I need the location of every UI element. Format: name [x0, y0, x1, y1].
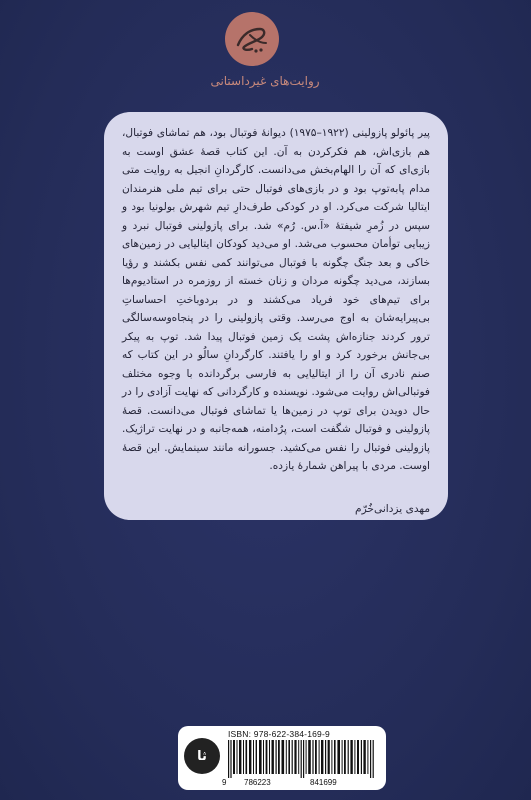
barcode-bars	[228, 740, 378, 778]
barcode-digits-right: 841699	[310, 778, 337, 787]
isbn-label: ISBN: 978-622-384-169-9	[228, 729, 330, 739]
blurb-signature: مهدی یزدانی‌خُرّم	[355, 503, 430, 515]
blurb-text: پیر پائولو پازولینی (۱۹۲۲–۱۹۷۵) دیوانهٔ فوتبال بود، هم تماشای فوتبال، هم بازی‌اش، هم فکرکردن به آن. این کتاب قصهٔ عشق اوست به بازی‌ای که آن را الهام‌بخش می‌دانست. کارگردانِ انجیل به روایت متی مدام پابه‌توپ بود و در بازی‌های فوتبال حتی برای تیم ملی هنرمندان ایتالیا شرکت می‌کرد. او در کودکی طرف‌دارِ تیم شهرش بولونیا بود و سپس در زُمرِ شیفتهٔ «آ.س. رُم» شد. برای پازولینی فوتبال نبرد و زیبایی توأمان محسوب می‌شد. او می‌دید کودکان ایتالیایی در زمین‌های خاکی و بعد جنگ چگونه با فوتبال می‌توانند کمی نفس بکشند و رؤیا بسازند، می‌دید چگونه مردان و زنان خسته از روزمره در استادیوم‌ها برای تیم‌های خود فریاد می‌کشند و در بردوباختِ احساساتِ بی‌پیرایه‌شان به اوج می‌رسد. وقتی پازولینی را در پنجاه‌وسه‌سالگی ترور کردند جنازه‌اش پشت یک زمین فوتبال پیدا شد. توپ به پیکر بی‌جانش برخورد کرد و او را یافتند. کارگردانِ سالُو در این کتاب که صنم نادری آن را از ایتالیایی به فارسی برگردانده با وجوه مختلف فوتبالی‌اش روایت می‌شود. نویسنده و کارگردانی که نهایت آزادی را در حال دویدن برای توپ در زمین‌ها یا تماشای فوتبال می‌دانست. قصهٔ پازولینی و فوتبال شگفت است، پرُدامنه، همه‌جانبه و در نهایت تراژیک. پازولینی فوتبال را نفس می‌کشید. جسورانه مانند سینمایش. این قصهٔ اوست. مردی با پیراهن شمارهٔ یازده.	[122, 127, 430, 472]
series-label: روایت‌های غیرداستانی	[210, 74, 320, 88]
calligraphy-emblem-icon	[225, 12, 279, 66]
publisher-logo-icon: ثا	[184, 738, 220, 774]
barcode-digits-left: 786223	[244, 778, 271, 787]
barcode-digit-lead: 9	[222, 778, 227, 787]
barcode-digits	[222, 778, 382, 788]
